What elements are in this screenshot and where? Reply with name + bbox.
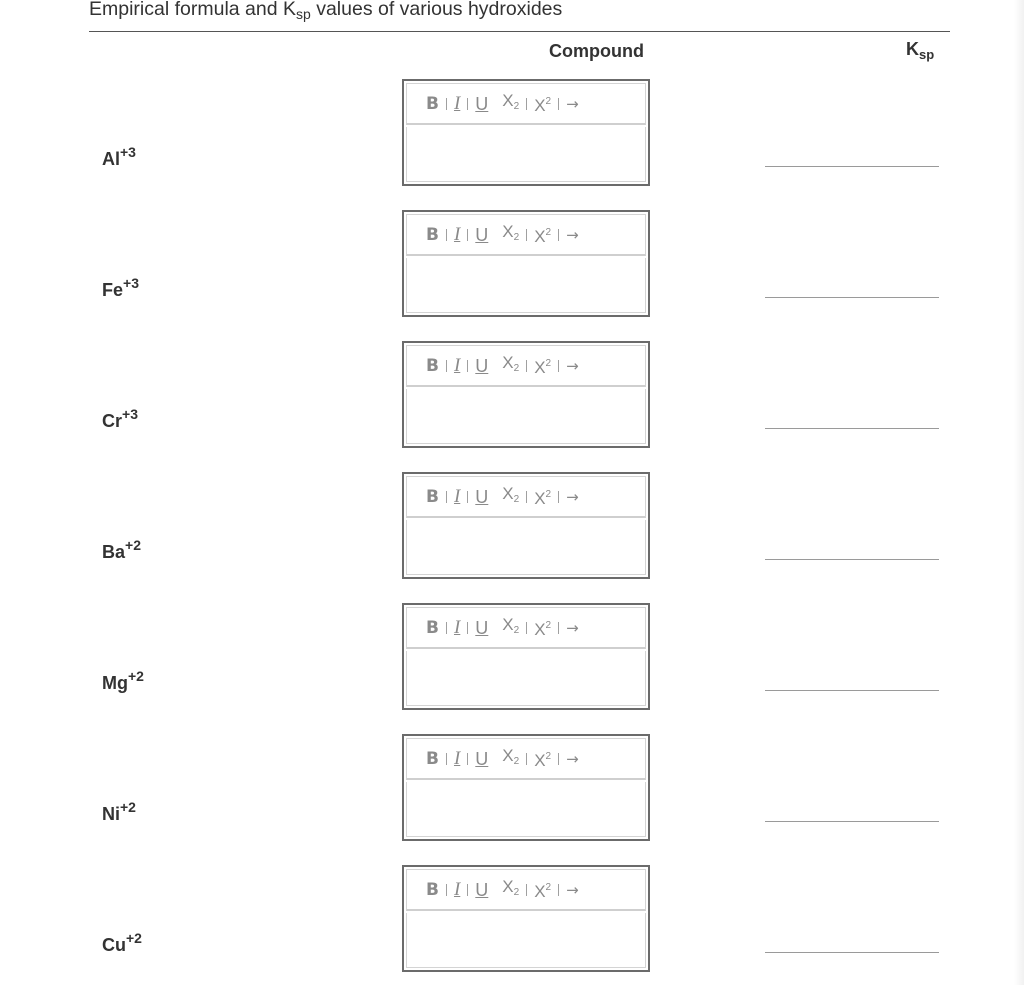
editor-toolbar	[406, 476, 646, 518]
title-rest: values of various hydroxides	[310, 0, 563, 20]
superscript-button[interactable]	[534, 223, 551, 247]
toolbar-divider	[558, 622, 559, 634]
bold-button[interactable]: B	[426, 486, 439, 507]
toolbar-divider	[446, 622, 447, 634]
editor-toolbar	[406, 214, 646, 256]
superscript-button[interactable]	[534, 354, 551, 378]
superscript-mark: 2	[545, 95, 552, 107]
toolbar-divider	[526, 491, 527, 503]
toolbar-divider	[467, 98, 468, 110]
ion-charge: +3	[120, 144, 136, 160]
subscript-button[interactable]	[502, 877, 519, 903]
bold-button[interactable]: B	[426, 355, 439, 376]
subscript-mark: 2	[513, 755, 520, 767]
compound-rich-text-editor	[402, 865, 650, 972]
toolbar-divider	[526, 753, 527, 765]
ion-label	[102, 668, 144, 694]
ion-charge: +3	[122, 406, 138, 422]
toolbar-divider	[446, 491, 447, 503]
toolbar-divider	[446, 98, 447, 110]
page-title	[89, 0, 562, 22]
italic-button[interactable]: I	[453, 747, 461, 769]
compound-text-area[interactable]	[406, 782, 646, 837]
ion-symbol: Al	[102, 149, 120, 169]
subscript-button[interactable]	[502, 222, 519, 248]
ion-charge: +3	[123, 275, 139, 291]
table-row	[0, 603, 1024, 734]
toolbar-divider	[446, 884, 447, 896]
compound-text-area[interactable]	[406, 520, 646, 575]
superscript-mark: 2	[545, 488, 552, 500]
compound-rich-text-editor	[402, 79, 650, 186]
toolbar-divider	[467, 491, 468, 503]
ksp-input-field[interactable]	[765, 152, 939, 167]
right-arrow-icon[interactable]: →	[566, 356, 579, 375]
ksp-header-subscript: sp	[919, 47, 935, 62]
subscript-letter: X	[502, 876, 514, 896]
compound-text-area[interactable]	[406, 127, 646, 182]
compound-text-area[interactable]	[406, 913, 646, 968]
compound-rich-text-editor	[402, 210, 650, 317]
subscript-letter: X	[502, 90, 514, 110]
ksp-input-field[interactable]	[765, 676, 939, 691]
toolbar-divider	[558, 229, 559, 241]
right-arrow-icon[interactable]: →	[566, 880, 579, 899]
underline-button[interactable]: U	[475, 748, 489, 769]
subscript-button[interactable]	[502, 91, 519, 117]
toolbar-divider	[526, 98, 527, 110]
ion-symbol: Ba	[102, 542, 126, 562]
underline-button[interactable]: U	[475, 93, 489, 114]
bold-button[interactable]: B	[426, 748, 439, 769]
italic-button[interactable]: I	[453, 485, 461, 507]
editor-toolbar	[406, 345, 646, 387]
superscript-button[interactable]	[534, 878, 551, 902]
right-arrow-icon[interactable]: →	[566, 225, 579, 244]
subscript-mark: 2	[513, 624, 520, 636]
subscript-letter: X	[502, 483, 514, 503]
editor-toolbar	[406, 869, 646, 911]
table-row	[0, 865, 1024, 985]
toolbar-divider	[558, 884, 559, 896]
underline-button[interactable]: U	[475, 879, 489, 900]
ksp-input-field[interactable]	[765, 545, 939, 560]
toolbar-divider	[467, 622, 468, 634]
ksp-input-field[interactable]	[765, 414, 939, 429]
toolbar-divider	[467, 884, 468, 896]
italic-button[interactable]: I	[453, 616, 461, 638]
table-row	[0, 472, 1024, 603]
toolbar-divider	[526, 360, 527, 372]
toolbar-divider	[558, 491, 559, 503]
ion-symbol: Cu	[102, 935, 126, 955]
bold-button[interactable]: B	[426, 224, 439, 245]
italic-button[interactable]: I	[453, 878, 461, 900]
right-arrow-icon[interactable]: →	[566, 487, 579, 506]
italic-button[interactable]: I	[453, 92, 461, 114]
ion-symbol: Mg	[102, 673, 128, 693]
bold-button[interactable]: B	[426, 879, 439, 900]
compound-column-header: Compound	[549, 41, 644, 61]
underline-button[interactable]: U	[475, 224, 489, 245]
superscript-letter: X	[534, 95, 546, 115]
subscript-mark: 2	[513, 493, 520, 505]
superscript-letter: X	[534, 357, 546, 377]
subscript-mark: 2	[513, 362, 520, 374]
superscript-letter: X	[534, 226, 546, 246]
table-row	[0, 734, 1024, 865]
right-arrow-icon[interactable]: →	[566, 618, 579, 637]
bold-button[interactable]: B	[426, 93, 439, 114]
subscript-letter: X	[502, 352, 514, 372]
ion-symbol: Cr	[102, 411, 123, 431]
ksp-input-field[interactable]	[765, 938, 939, 953]
editor-toolbar	[406, 607, 646, 649]
ion-symbol: Fe	[102, 280, 124, 300]
compound-rich-text-editor	[402, 734, 650, 841]
superscript-letter: X	[534, 881, 546, 901]
toolbar-divider	[526, 622, 527, 634]
page-edge-shadow	[1014, 0, 1024, 985]
ksp-header-main: K	[906, 39, 919, 59]
subscript-button[interactable]	[502, 484, 519, 510]
compound-rich-text-editor	[402, 603, 650, 710]
ion-label	[102, 275, 139, 301]
ksp-column-header	[906, 38, 934, 60]
table-row	[0, 341, 1024, 472]
underline-button[interactable]: U	[475, 617, 489, 638]
italic-button[interactable]: I	[453, 354, 461, 376]
compound-rich-text-editor	[402, 472, 650, 579]
superscript-letter: X	[534, 488, 546, 508]
compound-text-area[interactable]	[406, 258, 646, 313]
ion-charge: +2	[120, 799, 136, 815]
superscript-letter: X	[534, 750, 546, 770]
toolbar-divider	[558, 753, 559, 765]
superscript-button[interactable]	[534, 485, 551, 509]
right-arrow-icon[interactable]: →	[566, 749, 579, 768]
underline-button[interactable]: U	[475, 355, 489, 376]
ksp-input-field[interactable]	[765, 283, 939, 298]
ion-label	[102, 930, 142, 956]
toolbar-divider	[467, 753, 468, 765]
table-row	[0, 210, 1024, 341]
ion-label	[102, 537, 141, 563]
superscript-button[interactable]	[534, 747, 551, 771]
subscript-letter: X	[502, 614, 514, 634]
superscript-mark: 2	[545, 357, 552, 369]
toolbar-divider	[526, 884, 527, 896]
subscript-mark: 2	[513, 100, 520, 112]
toolbar-divider	[446, 753, 447, 765]
editor-toolbar	[406, 83, 646, 125]
subscript-button[interactable]	[502, 615, 519, 641]
superscript-mark: 2	[545, 619, 552, 631]
subscript-letter: X	[502, 221, 514, 241]
right-arrow-icon[interactable]: →	[566, 94, 579, 113]
superscript-mark: 2	[545, 750, 552, 762]
compound-text-area[interactable]	[406, 389, 646, 444]
subscript-button[interactable]	[502, 746, 519, 772]
superscript-letter: X	[534, 619, 546, 639]
superscript-mark: 2	[545, 226, 552, 238]
toolbar-divider	[446, 360, 447, 372]
ion-label	[102, 144, 136, 170]
toolbar-divider	[558, 360, 559, 372]
superscript-button[interactable]	[534, 92, 551, 116]
ion-charge: +2	[128, 668, 144, 684]
compound-text-area[interactable]	[406, 651, 646, 706]
title-main: Empirical formula and K	[89, 0, 296, 20]
ksp-input-field[interactable]	[765, 807, 939, 822]
ion-symbol: Ni	[102, 804, 120, 824]
ion-charge: +2	[125, 537, 141, 553]
underline-button[interactable]: U	[475, 486, 489, 507]
subscript-mark: 2	[513, 886, 520, 898]
compound-rich-text-editor	[402, 341, 650, 448]
superscript-button[interactable]	[534, 616, 551, 640]
title-subscript: sp	[296, 6, 311, 22]
subscript-mark: 2	[513, 231, 520, 243]
table-row	[0, 79, 1024, 210]
ion-label	[102, 799, 136, 825]
superscript-mark: 2	[545, 881, 552, 893]
title-divider	[89, 31, 950, 32]
toolbar-divider	[558, 98, 559, 110]
ion-charge: +2	[126, 930, 142, 946]
toolbar-divider	[526, 229, 527, 241]
toolbar-divider	[467, 360, 468, 372]
subscript-button[interactable]	[502, 353, 519, 379]
editor-toolbar	[406, 738, 646, 780]
ion-label	[102, 406, 138, 432]
subscript-letter: X	[502, 745, 514, 765]
toolbar-divider	[446, 229, 447, 241]
toolbar-divider	[467, 229, 468, 241]
italic-button[interactable]: I	[453, 223, 461, 245]
bold-button[interactable]: B	[426, 617, 439, 638]
